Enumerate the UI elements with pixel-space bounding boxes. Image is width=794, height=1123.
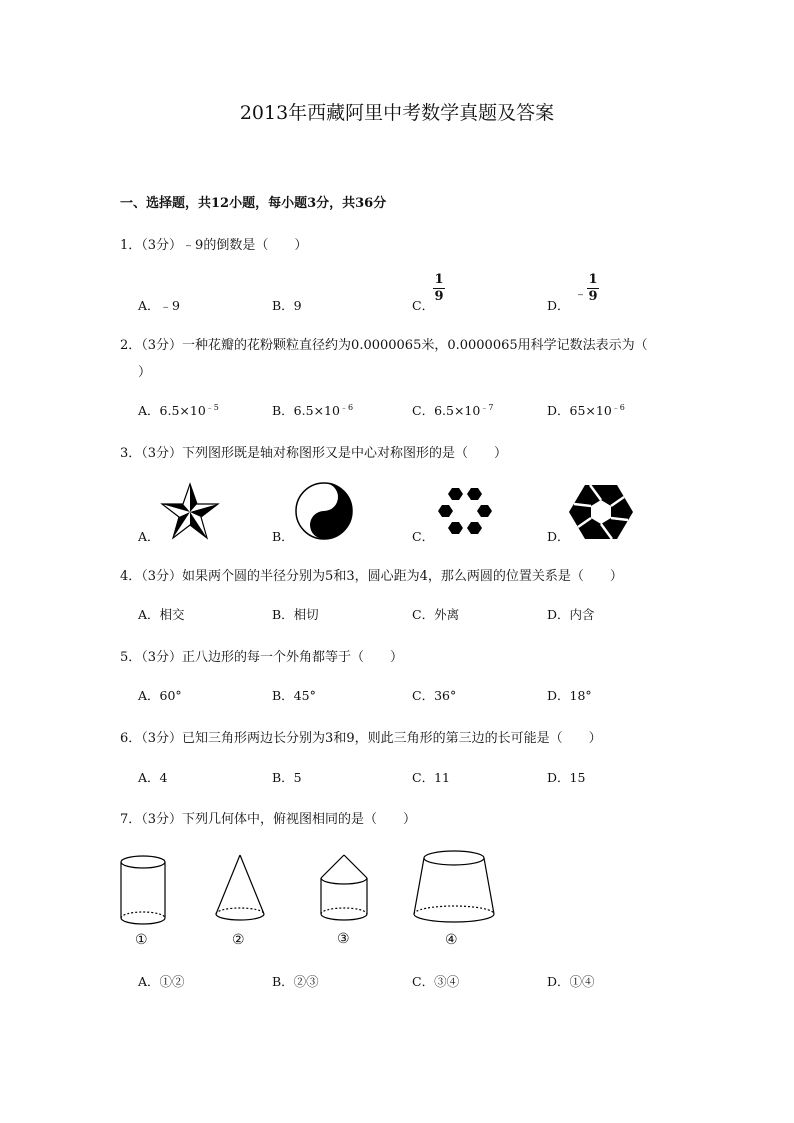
figure-label-3: ③ xyxy=(337,931,350,947)
question-6-stem: 6．（3分）已知三角形两边长分别为3和9，则此三角形的第三边的长可能是（ ） xyxy=(120,731,602,746)
q1-fraction-c xyxy=(433,273,445,304)
page-title: 2013年西藏阿里中考数学真题及答案 xyxy=(239,102,555,124)
q3-option-b: B． xyxy=(272,529,294,544)
hexagon-ring-figure xyxy=(435,482,495,542)
cone-figure xyxy=(212,852,268,932)
q5-option-b: B．45° xyxy=(272,688,316,703)
q1-option-d: D． xyxy=(547,298,570,313)
figure-label-1: ① xyxy=(135,932,148,948)
question-5-stem: 5．（3分）正八边形的每一个外角都等于（ ） xyxy=(120,650,404,665)
q7-option-d: D．①④ xyxy=(547,974,595,989)
question-7-stem: 7．（3分）下列几何体中，俯视图相同的是（ ） xyxy=(120,812,417,827)
question-2-stem-cont: ） xyxy=(138,365,152,380)
question-3-stem: 3．（3分）下列图形既是轴对称图形又是中心对称图形的是（ ） xyxy=(120,446,508,461)
cylinder-figure xyxy=(118,852,168,932)
figure-label-4: ④ xyxy=(445,932,458,948)
q7-option-b: B．②③ xyxy=(272,974,319,989)
fraction-denominator: 9 xyxy=(434,289,444,304)
figure-label-2: ② xyxy=(232,932,245,948)
q1-fraction-d xyxy=(587,273,599,304)
cone-on-cylinder-figure xyxy=(317,852,371,932)
q4-option-c: C．外离 xyxy=(412,607,460,622)
q2-option-b: B．$6.5\times 10^{﹣6}$ xyxy=(272,402,354,418)
q2-option-c: C．$6.5\times 10^{﹣7}$ xyxy=(412,402,494,418)
q4-option-d: D．内含 xyxy=(547,607,595,622)
q1-option-b: B．9 xyxy=(272,298,302,313)
fraction-numerator: 1 xyxy=(588,272,598,287)
q1-option-c: C． xyxy=(412,298,435,313)
fraction-numerator: 1 xyxy=(434,272,444,287)
question-1-stem: 1．（3分）﹣9的倒数是（ ） xyxy=(120,238,308,253)
q6-option-c: C．11 xyxy=(412,770,450,785)
section-heading: 一、选择题，共12小题，每小题3分，共36分 xyxy=(120,196,387,211)
q7-option-c: C．③④ xyxy=(412,974,460,989)
star-figure xyxy=(160,482,220,542)
fraction-denominator: 9 xyxy=(588,289,598,304)
frustum-figure xyxy=(411,848,497,930)
q6-option-a: A．4 xyxy=(138,770,168,785)
yin-yang-figure xyxy=(294,481,354,541)
q2-option-a: A．$6.5\times 10^{﹣5}$ xyxy=(138,402,219,418)
q3-option-c: C． xyxy=(412,529,435,544)
question-2-stem: 2．（3分）一种花瓣的花粉颗粒直径约为0.0000065米，0.0000065用科学记数法表示为（ xyxy=(120,338,648,353)
q2-option-d: D．$65\times 10^{﹣6}$ xyxy=(547,402,625,418)
q1-negative-sign: ﹣ xyxy=(574,287,588,302)
q5-option-d: D．18° xyxy=(547,688,592,703)
q7-option-a: A．①② xyxy=(138,974,185,989)
q6-option-b: B．5 xyxy=(272,770,302,785)
q3-option-a: A． xyxy=(138,529,160,544)
q5-option-c: C．36° xyxy=(412,688,457,703)
q3-option-d: D． xyxy=(547,529,570,544)
q5-option-a: A．60° xyxy=(138,688,182,703)
q1-option-a: A．﹣9 xyxy=(138,298,180,313)
aperture-figure xyxy=(568,482,634,542)
q4-option-a: A．相交 xyxy=(138,607,185,622)
q4-option-b: B．相切 xyxy=(272,607,319,622)
q6-option-d: D．15 xyxy=(547,770,586,785)
question-4-stem: 4．（3分）如果两个圆的半径分别为5和3，圆心距为4，那么两圆的位置关系是（ ） xyxy=(120,569,623,584)
